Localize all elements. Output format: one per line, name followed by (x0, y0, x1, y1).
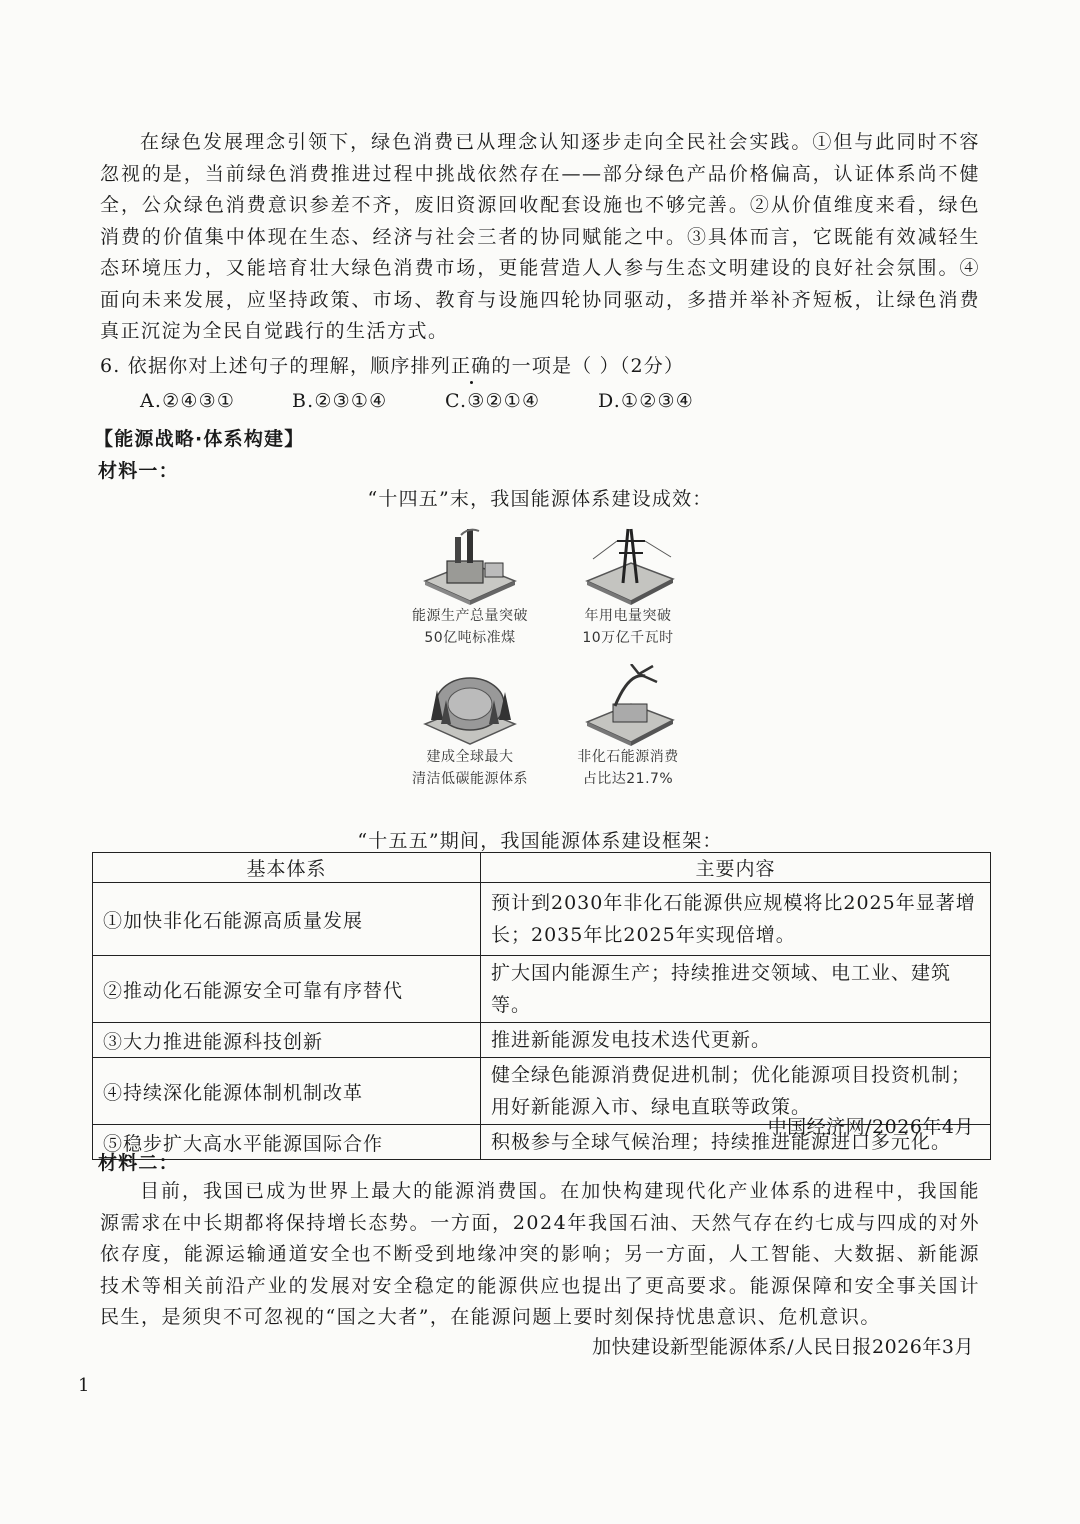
option-b: B.②③①④ (292, 390, 388, 412)
table-header-row (93, 853, 991, 883)
option-a: A.②④③① (140, 390, 236, 412)
table-row (93, 883, 991, 956)
table-header: 主要内容 (481, 853, 991, 883)
forest-dome-icon (415, 664, 525, 746)
table-cell-content: 积极参与全球气候治理；持续推进能源进口多元化。 (481, 1125, 991, 1160)
achievement-electricity (528, 523, 728, 649)
achievement-1-line2: 50亿吨标准煤 (424, 630, 516, 646)
passage-energy-security: 目前，我国已成为世界上最大的能源消费国。在加快构建现代化产业体系的进程中，我国能源需求在中长期都将保持增长态势。一方面，2024年我国石油、天然气存在约七成与四成的对外依存度，能源运输通道安全也不断受到地缘冲突的影响；另一方面，人工智能、大数据、新能源技术等相关前沿产业的发展对安全稳定的能源供应也提出了更高要求。能源保障和安全事关国计民生，是须臾不可忽视的“国之大者”，在能源问题上要时刻保持忧患意识、危机意识。 (100, 1180, 980, 1328)
achievement-3-line1: 建成全球最大 (426, 749, 514, 765)
table-cell-content: 扩大国内能源生产；持续推进交领域、电工业、建筑等。 (481, 956, 991, 1023)
table-cell-content: 预计到2030年非化石能源供应规模将比2025年显著增长；2035年比2025年实现倍增。 (481, 883, 991, 956)
table-caption: “十五五”期间，我国能源体系建设框架： (357, 830, 723, 852)
table-cell-system: ④持续深化能源体制机制改革 (93, 1058, 481, 1125)
achievement-1-line1: 能源生产总量突破 (412, 608, 528, 624)
source-citation-1: 中国经济网/2026年4月 (767, 1116, 974, 1138)
source-citation-2: 加快建设新型能源体系/人民日报2026年3月 (592, 1336, 974, 1358)
question-6 (100, 351, 684, 378)
table-cell-content: 推进新能源发电技术迭代更新。 (481, 1023, 991, 1058)
table-cell-system: ②推动化石能源安全可靠有序替代 (93, 956, 481, 1023)
table-cell-content: 健全绿色能源消费促进机制；优化能源项目投资机制；用好新能源入市、绿电直联等政策。 (481, 1058, 991, 1125)
material1-label: 材料一： (98, 460, 179, 482)
figure-caption: “十四五”末，我国能源体系建设成效： (367, 488, 713, 510)
page-number: 1 (78, 1375, 90, 1396)
wind-turbine-icon (573, 664, 683, 746)
factory-icon (415, 523, 525, 605)
option-c: C.③②①④ (445, 390, 541, 412)
table-header: 基本体系 (93, 853, 481, 883)
section-title: 【能源战略·体系构建】 (94, 428, 305, 450)
table-row (93, 956, 991, 1023)
achievement-2-line2: 10万亿千瓦时 (582, 630, 674, 646)
question-stem-pre: 6. 依据你对上述句子的理解，顺序排列 (100, 355, 451, 377)
table-cell-system: ⑤稳步扩大高水平能源国际合作 (93, 1125, 481, 1160)
table-cell-system: ③大力推进能源科技创新 (93, 1023, 481, 1058)
power-tower-icon (573, 523, 683, 605)
question-stem-post: 的一项是（ ）（2分） (491, 355, 685, 377)
passage-green-consumption: 在绿色发展理念引领下，绿色消费已从理念认知逐步走向全民社会实践。①但与此同时不容忽视的是，当前绿色消费推进过程中挑战依然存在——部分绿色产品价格偏高，认证体系尚不健全，公众绿色消费意识参差不齐，废旧资源回收配套设施也不够完善。②从价值维度来看，绿色消费的价值集中体现在生态、经济与社会三者的协同赋能之中。③具体而言，它既能有效减轻生态环境压力，又能培育壮大绿色消费市场，更能营造人人参与生态文明建设的良好社会氛围。④面向未来发展，应坚持政策、市场、教育与设施四轮协同驱动，多措并举补齐短板，让绿色消费真正沉淀为全民自觉践行的生活方式。 (100, 131, 980, 342)
table-cell-system: ①加快非化石能源高质量发展 (93, 883, 481, 956)
achievement-4-line2: 占比达21.7% (582, 771, 674, 787)
question-stem-emphasis: 正确 (450, 355, 492, 377)
achievement-4-line1: 非化石能源消费 (577, 749, 679, 765)
achievement-2-line1: 年用电量突破 (584, 608, 672, 624)
achievement-non-fossil (528, 664, 728, 790)
material2-label: 材料二： (98, 1152, 179, 1174)
table-row (93, 1023, 991, 1058)
option-d: D.①②③④ (598, 390, 694, 412)
achievement-3-line2: 清洁低碳能源体系 (412, 771, 528, 787)
